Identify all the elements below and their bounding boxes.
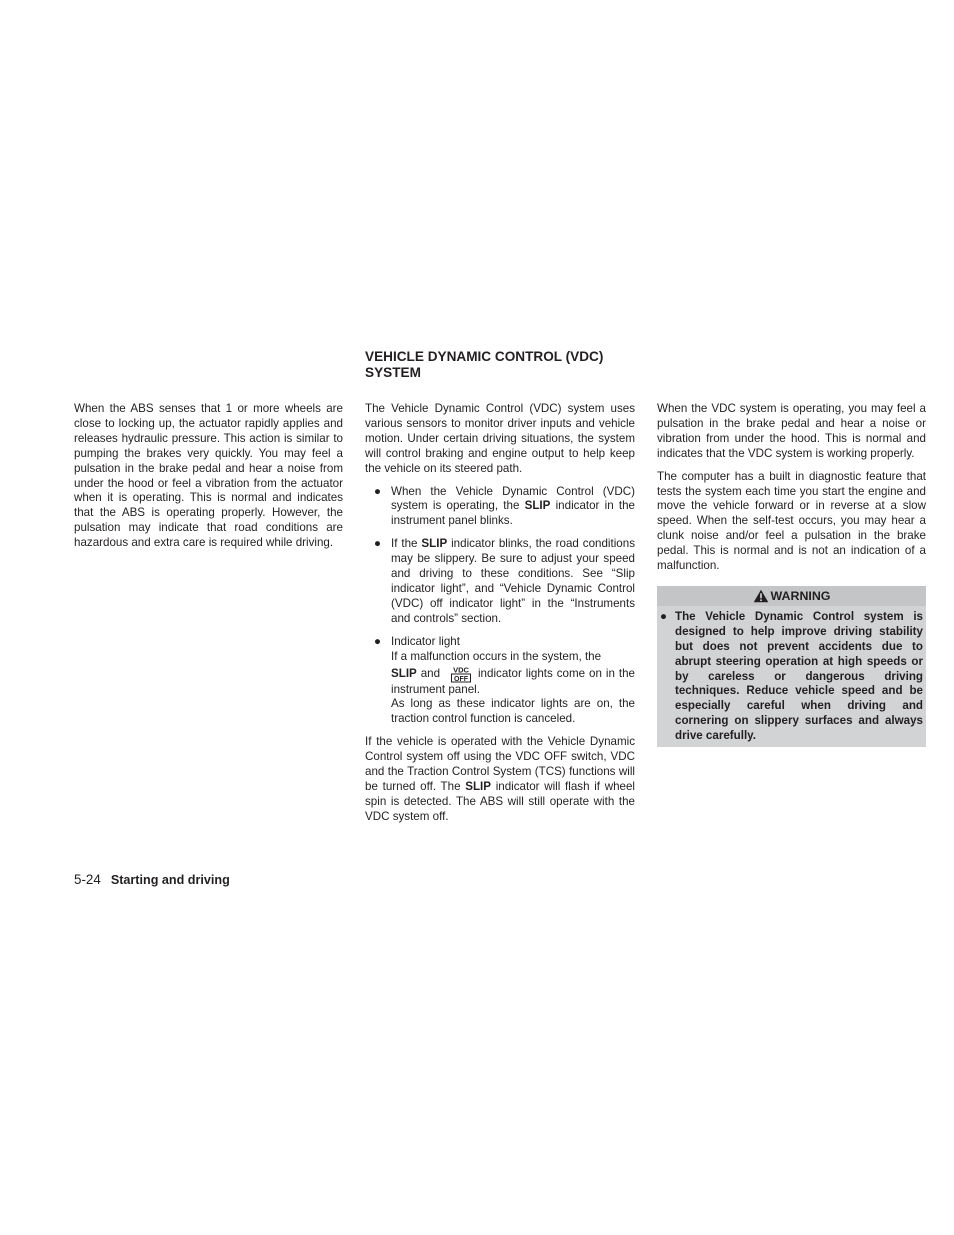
column-middle bbox=[365, 349, 635, 833]
bullet-icon: ● bbox=[660, 609, 668, 623]
list-item: ● When the Vehicle Dynamic Control (VDC) system is operating, the SLIP indicator in the instrument panel blinks. bbox=[374, 484, 635, 528]
section-title: Starting and driving bbox=[110, 873, 230, 887]
column-right bbox=[657, 402, 926, 747]
svg-text:OFF: OFF bbox=[454, 675, 469, 683]
vdc-off-indicator-icon bbox=[450, 665, 472, 683]
page-footer bbox=[74, 872, 230, 887]
warning-header bbox=[657, 586, 926, 606]
svg-text:VDC: VDC bbox=[453, 665, 469, 674]
warning-text: ● The Vehicle Dynamic Control system is designed to help improve driving stability but does not prevent accidents due to abrupt steering operation at high speeds or by careless or dangerous driving techniques. Reduce vehicle speed and be especially careful when driving and cornering on slippery surfaces and always drive carefully. bbox=[660, 609, 923, 743]
vdc-off-paragraph: If the vehicle is operated with the Vehicle Dynamic Control system off using the VDC OFF switch, VDC and the Traction Control System (TCS) functions will be turned off. The SLIP indicator will flash if wheel spin is detected. The ABS will still operate with the VDC system off. bbox=[365, 735, 635, 823]
bullet-icon: ● bbox=[374, 484, 382, 498]
warning-title: WARNING bbox=[770, 588, 831, 603]
vdc-operating-paragraph: When the VDC system is operating, you may feel a pulsation in the brake pedal and hear a noise or vibration from under the hood. This is normal and indicates that the VDC system is working properly. bbox=[657, 402, 926, 460]
slip-label: SLIP bbox=[421, 537, 448, 551]
bullet-icon: ● bbox=[374, 537, 382, 551]
vdc-intro-paragraph: The Vehicle Dynamic Control (VDC) system uses various sensors to monitor driver inputs and vehicle motion. Under certain driving situations, the system will control braking and engine output to help keep the vehicle on its steered path. bbox=[365, 402, 635, 475]
list-item: ● If the SLIP indicator blinks, the road conditions may be slippery. Be sure to adjust your speed and driving to these conditions. See “Slip indicator light”, and “Vehicle Dynamic Control (VDC) off indicator light” in the “Instruments and controls” section. bbox=[374, 537, 635, 625]
abs-paragraph: When the ABS senses that 1 or more wheels are close to locking up, the actuator rapidly applies and releases hydraulic pressure. This action is similar to pumping the brakes very quickly. You may feel a pulsation in the brake pedal and hear a noise from under the hood or feel a vibration from the actuator when it is operating. This is normal and indicates that the ABS is operating properly. However, the pulsation may indicate that road conditions are hazardous and extra care is required while driving. bbox=[74, 402, 343, 550]
indicator-light-title: Indicator light bbox=[391, 634, 460, 648]
warning-triangle-icon bbox=[753, 589, 769, 603]
slip-label: SLIP bbox=[391, 666, 417, 680]
list-item: ● Indicator light If a malfunction occurs in the system, the SLIP and VDC OFF indicator lights come on in the instrument panel. As long as these indicator lights are on, the traction control function is canceled. bbox=[374, 634, 635, 726]
slip-label: SLIP bbox=[524, 499, 551, 513]
diagnostic-paragraph: The computer has a built in diagnostic feature that tests the system each time you start the engine and move the vehicle forward or in reverse at a slow speed. When the self-test occurs, you may hear a clunk noise and/or feel a pulsation in the brake pedal. This is normal and is not an indication of a malfunction. bbox=[657, 469, 926, 573]
vdc-bullet-list bbox=[365, 485, 635, 728]
page-number: 5-24 bbox=[74, 872, 101, 887]
bullet-icon: ● bbox=[374, 634, 382, 648]
column-left bbox=[74, 402, 343, 559]
warning-box bbox=[657, 586, 926, 747]
section-heading: VEHICLE DYNAMIC CONTROL (VDC) SYSTEM bbox=[365, 349, 604, 380]
slip-label: SLIP bbox=[465, 779, 492, 793]
